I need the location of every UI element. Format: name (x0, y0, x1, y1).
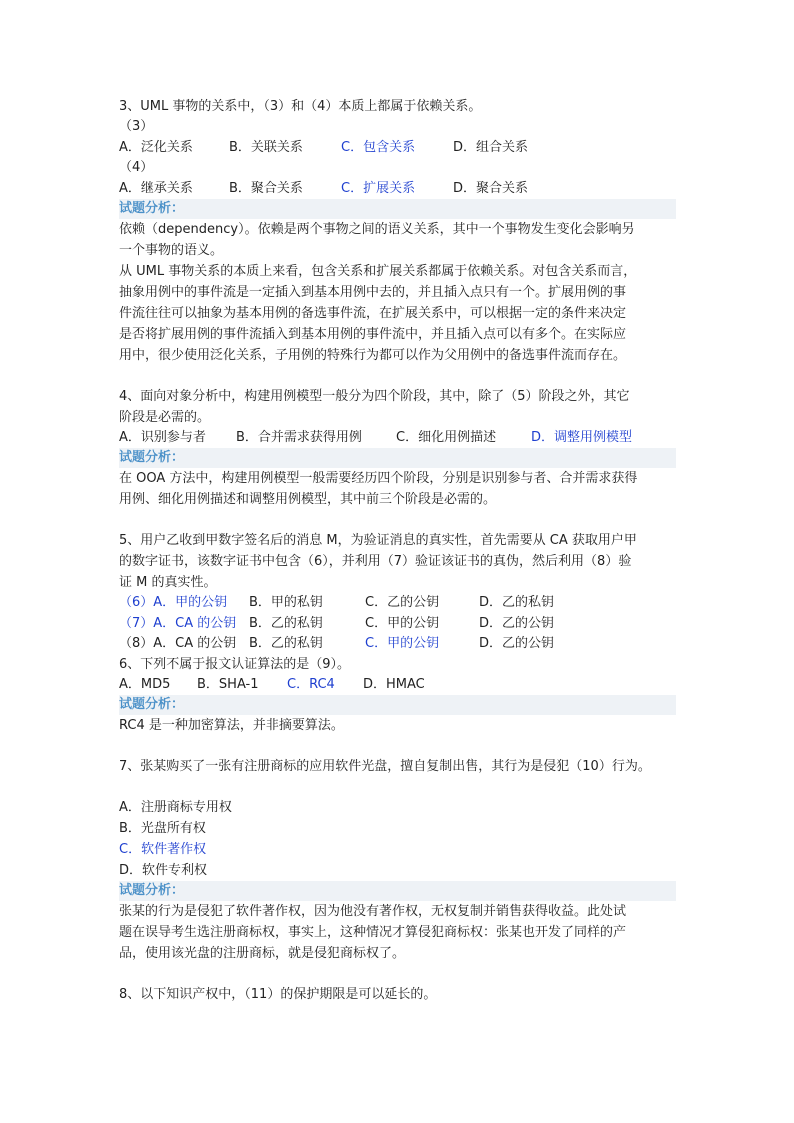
options-row (119, 428, 679, 448)
sub-question-label: （4） (119, 160, 154, 176)
question-stem: 4、面向对象分析中，构建用例模型一般分为四个阶段，其中，除了（5）阶段之外，其它 (119, 389, 630, 405)
question-stem: 的数字证书，该数字证书中包含（6），并利用（7）验证该证书的真伪，然后利用（8）验 (119, 554, 632, 570)
option-b: B．乙的私钥 (249, 615, 323, 631)
option-c: C．甲的公钥 (365, 615, 440, 631)
option-d: D．HMAC (363, 677, 425, 693)
analysis-line: 件流往往可以抽象为基本用例的备选事件流，在扩展关系中，可以根据一定的条件来决定 (119, 306, 627, 322)
spacer (119, 366, 679, 386)
question-6 (119, 655, 679, 737)
option-d: D．乙的公钥 (479, 636, 555, 652)
option-b: B．聚合关系 (229, 180, 303, 196)
option-a: A．泛化关系 (119, 139, 193, 155)
spacer (119, 777, 679, 797)
option-b: B．乙的私钥 (249, 636, 323, 652)
option-a: A．注册商标专用权 (119, 800, 232, 816)
analysis-label: 试题分析： (119, 695, 676, 715)
question-stem: 证 M 的真实性。 (119, 575, 217, 591)
option-c-answer: C．RC4 (287, 677, 335, 693)
spacer (119, 736, 679, 756)
options-row (119, 675, 679, 695)
option-c-answer: C．甲的公钥 (365, 636, 440, 652)
options-row-8 (119, 634, 679, 654)
option-a: （8）A．CA 的公钥 (119, 636, 237, 652)
analysis-line: 用中，很少使用泛化关系，子用例的特殊行为都可以作为父用例中的备选事件流而存在。 (119, 348, 627, 364)
option-d: D．乙的私钥 (479, 595, 555, 611)
question-stem: 5、用户乙收到甲数字签名后的消息 M，为验证消息的真实性，首先需要从 CA 获取用户甲 (119, 533, 637, 549)
options-row-6 (119, 593, 679, 613)
option-c-answer: C．软件著作权 (119, 842, 207, 858)
option-b: B．光盘所有权 (119, 821, 206, 837)
analysis-label: 试题分析： (119, 448, 676, 468)
option-c: C．细化用例描述 (396, 430, 497, 446)
spacer (119, 964, 679, 984)
question-stem: 6、下列不属于报文认证算法的是（9）。 (119, 656, 351, 672)
analysis-line: 是否将扩展用例的事件流插入到基本用例的事件流中，并且插入点可以有多个。在实际应 (119, 327, 627, 343)
question-stem: 8、以下知识产权中，（11）的保护期限是可以延长的。 (119, 987, 437, 1003)
analysis-label: 试题分析： (119, 199, 676, 219)
sub-question-label: （3） (119, 119, 154, 135)
analysis-line: 抽象用例中的事件流是一定插入到基本用例中去的，并且插入点只有一个。扩展用例的事 (119, 285, 627, 301)
question-stem: 3、UML 事物的关系中，（3）和（4）本质上都属于依赖关系。 (119, 99, 482, 114)
analysis-line: 用例、细化用例描述和调整用例模型，其中前三个阶段是必需的。 (119, 492, 497, 508)
question-8 (119, 984, 679, 1005)
option-d: D．聚合关系 (453, 180, 529, 196)
question-4 (119, 386, 679, 510)
option-b: B．甲的私钥 (249, 595, 323, 611)
analysis-line: 题在误导考生选注册商标权，事实上，这种情况才算侵犯商标权：张某也开发了同样的产 (119, 925, 627, 941)
option-d: D．乙的公钥 (479, 615, 555, 631)
option-a-answer: （6）A．甲的公钥 (119, 595, 228, 611)
option-b: B．合并需求获得用例 (236, 430, 362, 446)
option-b: B．关联关系 (229, 139, 303, 155)
option-d: D．软件专利权 (119, 863, 208, 879)
analysis-line: 依赖（dependency）。依赖是两个事物之间的语义关系，其中一个事物发生变化会影响另 (119, 222, 635, 238)
question-3 (119, 97, 679, 366)
option-a: A．继承关系 (119, 180, 193, 196)
options-row (119, 179, 679, 199)
option-d-answer: D．调整用例模型 (531, 430, 633, 446)
analysis-line: RC4 是一种加密算法，并非摘要算法。 (119, 718, 344, 734)
option-c: C．乙的公钥 (365, 595, 440, 611)
analysis-label: 试题分析： (119, 881, 676, 901)
question-5 (119, 530, 679, 654)
option-a: A．识别参与者 (119, 430, 206, 446)
document-page (119, 97, 679, 1005)
analysis-text (119, 219, 679, 366)
option-c-answer: C．包含关系 (341, 139, 416, 155)
analysis-line: 品，使用该光盘的注册商标，就是侵犯商标权了。 (119, 946, 406, 962)
options-row (119, 138, 679, 158)
spacer (119, 510, 679, 530)
analysis-line: 从 UML 事物关系的本质上来看，包含关系和扩展关系都属于依赖关系。对包含关系而言， (119, 264, 637, 280)
analysis-line: 张某的行为是侵犯了软件著作权，因为他没有著作权，无权复制并销售获得收益。此处试 (119, 904, 627, 920)
option-b: B．SHA-1 (197, 677, 259, 693)
option-c-answer: C．扩展关系 (341, 180, 416, 196)
option-a-answer: （7）A．CA 的公钥 (119, 615, 237, 631)
question-7 (119, 756, 679, 964)
option-a: A．MD5 (119, 677, 171, 693)
analysis-line: 在 OOA 方法中，构建用例模型一般需要经历四个阶段，分别是识别参与者、合并需求获得 (119, 471, 638, 487)
options-row-7 (119, 614, 679, 634)
analysis-line: 一个事物的语义。 (119, 243, 224, 259)
question-stem: 7、张某购买了一张有注册商标的应用软件光盘，擅自复制出售，其行为是侵犯（10）行为。 (119, 759, 651, 775)
option-d: D．组合关系 (453, 139, 529, 155)
question-stem: 阶段是必需的。 (119, 410, 211, 426)
